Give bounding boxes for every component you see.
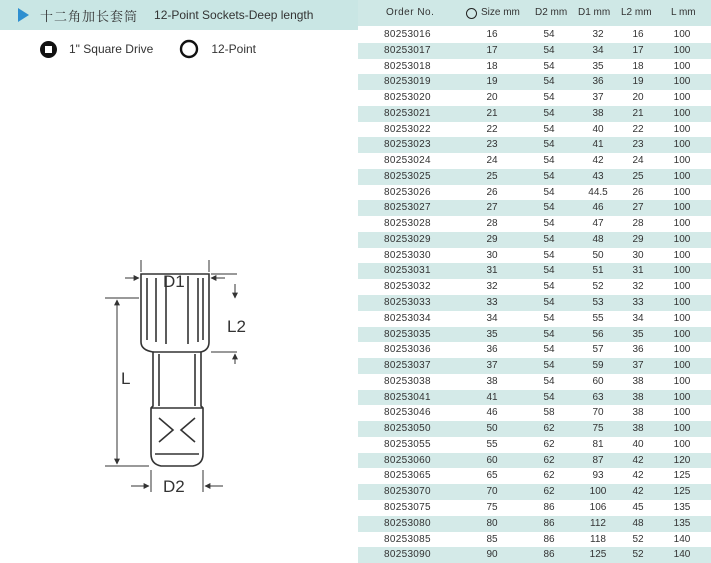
cell-size: 33 bbox=[486, 297, 498, 309]
cell-order: 80253032 bbox=[384, 281, 431, 293]
table-row bbox=[358, 390, 711, 406]
cell-order: 80253020 bbox=[384, 92, 431, 104]
size-circle-icon bbox=[466, 8, 477, 19]
cell-d2: 86 bbox=[543, 533, 555, 545]
table-row bbox=[358, 279, 711, 295]
cell-d1: 106 bbox=[589, 501, 607, 513]
table-row bbox=[358, 263, 711, 279]
cell-l2: 35 bbox=[632, 328, 644, 340]
cell-d2: 54 bbox=[543, 60, 555, 72]
cell-l2: 31 bbox=[632, 265, 644, 277]
cell-d2: 54 bbox=[543, 360, 555, 372]
cell-size: 90 bbox=[486, 549, 498, 561]
cell-order: 80253019 bbox=[384, 76, 431, 88]
cell-d1: 60 bbox=[592, 375, 604, 387]
cell-d1: 70 bbox=[592, 407, 604, 419]
header-l: L mm bbox=[671, 7, 696, 18]
cell-order: 80253041 bbox=[384, 391, 431, 403]
cell-order: 80253036 bbox=[384, 344, 431, 356]
cell-size: 35 bbox=[486, 328, 498, 340]
cell-order: 80253080 bbox=[384, 517, 431, 529]
cell-d2: 54 bbox=[543, 281, 555, 293]
table-row bbox=[358, 342, 711, 358]
cell-size: 28 bbox=[486, 218, 498, 230]
label-l: L bbox=[121, 369, 131, 388]
cell-size: 31 bbox=[486, 265, 498, 277]
cell-l: 100 bbox=[673, 328, 691, 340]
cell-l: 100 bbox=[673, 438, 691, 450]
cell-l: 100 bbox=[673, 375, 691, 387]
table-row bbox=[358, 516, 711, 532]
cell-d1: 34 bbox=[592, 44, 604, 56]
cell-d2: 86 bbox=[543, 549, 555, 561]
cell-order: 80253025 bbox=[384, 170, 431, 182]
cell-l2: 38 bbox=[632, 375, 644, 387]
table-row bbox=[358, 405, 711, 421]
cell-order: 80253034 bbox=[384, 312, 431, 324]
cell-d2: 54 bbox=[543, 155, 555, 167]
cell-l: 100 bbox=[673, 202, 691, 214]
twelve-point-label: 12-Point bbox=[211, 42, 257, 56]
cell-d2: 54 bbox=[543, 107, 555, 119]
cell-d2: 54 bbox=[543, 139, 555, 151]
cell-l: 100 bbox=[673, 360, 691, 372]
cell-d2: 54 bbox=[543, 312, 555, 324]
table-row bbox=[358, 185, 711, 201]
cell-size: 41 bbox=[486, 391, 498, 403]
cell-size: 38 bbox=[486, 375, 498, 387]
cell-d1: 93 bbox=[592, 470, 604, 482]
cell-l: 100 bbox=[673, 92, 691, 104]
cell-l2: 40 bbox=[632, 438, 644, 450]
cell-order: 80253070 bbox=[384, 486, 431, 498]
cell-d2: 62 bbox=[543, 470, 555, 482]
cell-l: 100 bbox=[673, 281, 691, 293]
cell-l2: 16 bbox=[632, 29, 644, 40]
cell-d2: 54 bbox=[543, 344, 555, 356]
cell-d2: 54 bbox=[543, 249, 555, 261]
cell-l2: 26 bbox=[632, 186, 644, 198]
cell-d1: 51 bbox=[592, 265, 604, 277]
cell-order: 80253024 bbox=[384, 155, 431, 167]
cell-d2: 54 bbox=[543, 186, 555, 198]
cell-l: 100 bbox=[673, 249, 691, 261]
cell-d1: 41 bbox=[592, 139, 604, 151]
table-row bbox=[358, 106, 711, 122]
cell-l: 100 bbox=[673, 76, 691, 88]
cell-l2: 22 bbox=[632, 123, 644, 135]
legend-12-point bbox=[179, 39, 256, 59]
cell-d1: 81 bbox=[592, 438, 604, 450]
cell-order: 80253037 bbox=[384, 360, 431, 372]
table-row bbox=[358, 248, 711, 264]
cell-d1: 44.5 bbox=[588, 186, 608, 198]
table-row bbox=[358, 374, 711, 390]
table-row bbox=[358, 216, 711, 232]
table-body bbox=[358, 27, 711, 563]
cell-d1: 52 bbox=[592, 281, 604, 293]
spec-panel bbox=[0, 0, 358, 558]
table-row bbox=[358, 169, 711, 185]
cell-d1: 55 bbox=[592, 312, 604, 324]
cell-order: 80253027 bbox=[384, 202, 431, 214]
header-size-label: Size mm bbox=[481, 7, 520, 18]
square-drive-icon bbox=[40, 41, 57, 58]
header-size bbox=[466, 0, 520, 26]
cell-d1: 118 bbox=[590, 533, 606, 545]
table-row bbox=[358, 468, 711, 484]
cell-d2: 62 bbox=[543, 438, 555, 450]
table-row bbox=[358, 532, 711, 548]
cell-size: 80 bbox=[486, 517, 498, 529]
cell-l2: 38 bbox=[632, 423, 644, 435]
cell-size: 32 bbox=[486, 281, 498, 293]
cell-d1: 87 bbox=[592, 454, 604, 466]
cell-l2: 38 bbox=[632, 391, 644, 403]
cell-order: 80253060 bbox=[384, 454, 431, 466]
cell-order: 80253017 bbox=[384, 44, 431, 56]
cell-size: 30 bbox=[486, 249, 498, 261]
cell-order: 80253021 bbox=[384, 107, 431, 119]
cell-l2: 33 bbox=[632, 297, 644, 309]
cell-size: 75 bbox=[486, 501, 498, 513]
cell-d1: 43 bbox=[592, 170, 604, 182]
cell-l2: 42 bbox=[632, 454, 644, 466]
cell-l2: 37 bbox=[632, 360, 644, 372]
cell-l: 100 bbox=[673, 265, 691, 277]
section-header bbox=[0, 0, 358, 30]
cell-l: 135 bbox=[673, 517, 691, 529]
table-row bbox=[358, 200, 711, 216]
cell-d2: 54 bbox=[543, 375, 555, 387]
label-d2: D2 bbox=[163, 477, 185, 496]
cell-d2: 58 bbox=[543, 407, 555, 419]
cell-d2: 54 bbox=[543, 123, 555, 135]
cell-l2: 32 bbox=[632, 281, 644, 293]
cell-d2: 54 bbox=[543, 29, 555, 40]
cell-d1: 112 bbox=[590, 517, 606, 529]
cell-order: 80253022 bbox=[384, 123, 431, 135]
cell-l: 100 bbox=[673, 186, 691, 198]
cell-l: 100 bbox=[673, 233, 691, 245]
cell-l: 125 bbox=[673, 486, 691, 498]
cell-l2: 20 bbox=[632, 92, 644, 104]
cell-order: 80253085 bbox=[384, 533, 431, 545]
cell-d1: 125 bbox=[589, 549, 607, 561]
cell-d1: 59 bbox=[592, 360, 604, 372]
table-row bbox=[358, 137, 711, 153]
cell-order: 80253075 bbox=[384, 501, 431, 513]
cell-l: 135 bbox=[673, 501, 691, 513]
cell-d1: 63 bbox=[592, 391, 604, 403]
cell-size: 29 bbox=[486, 233, 498, 245]
label-l2: L2 bbox=[227, 317, 246, 336]
table-row bbox=[358, 453, 711, 469]
cell-l: 125 bbox=[673, 470, 691, 482]
cell-l2: 42 bbox=[632, 470, 644, 482]
header-d2: D2 mm bbox=[535, 7, 568, 18]
cell-d1: 56 bbox=[592, 328, 604, 340]
table-row bbox=[358, 327, 711, 343]
cell-l: 100 bbox=[673, 155, 691, 167]
cell-l2: 36 bbox=[632, 344, 644, 356]
table-row bbox=[358, 421, 711, 437]
cell-d2: 54 bbox=[543, 218, 555, 230]
cell-order: 80253050 bbox=[384, 423, 431, 435]
cell-l2: 24 bbox=[632, 155, 644, 167]
cell-d2: 54 bbox=[543, 202, 555, 214]
cell-d1: 42 bbox=[592, 155, 604, 167]
cell-l: 100 bbox=[673, 107, 691, 119]
cell-size: 46 bbox=[486, 407, 498, 419]
cell-l: 100 bbox=[673, 297, 691, 309]
cell-l: 100 bbox=[673, 312, 691, 324]
socket-drawing bbox=[95, 258, 255, 498]
table-row bbox=[358, 74, 711, 90]
cell-d1: 50 bbox=[592, 249, 604, 261]
square-drive-label: 1" Square Drive bbox=[69, 42, 154, 56]
cell-size: 16 bbox=[486, 29, 498, 40]
cell-l: 100 bbox=[673, 391, 691, 403]
cell-d2: 86 bbox=[543, 517, 555, 529]
cell-d1: 32 bbox=[592, 29, 604, 40]
label-d1: D1 bbox=[163, 272, 185, 291]
cell-l: 100 bbox=[673, 123, 691, 135]
cell-size: 85 bbox=[486, 533, 498, 545]
cell-size: 65 bbox=[486, 470, 498, 482]
cell-size: 19 bbox=[486, 76, 498, 88]
cell-l: 100 bbox=[673, 29, 691, 40]
cell-order: 80253018 bbox=[384, 60, 431, 72]
cell-size: 20 bbox=[486, 92, 498, 104]
table-row bbox=[358, 484, 711, 500]
cell-l: 100 bbox=[673, 170, 691, 182]
cell-order: 80253065 bbox=[384, 470, 431, 482]
cell-l2: 48 bbox=[632, 517, 644, 529]
cell-d2: 62 bbox=[543, 454, 555, 466]
cell-d2: 62 bbox=[543, 486, 555, 498]
cell-l2: 18 bbox=[632, 60, 644, 72]
legend-square-drive bbox=[40, 41, 153, 58]
cell-order: 80253033 bbox=[384, 297, 431, 309]
cell-order: 80253016 bbox=[384, 29, 431, 40]
cell-d2: 86 bbox=[543, 501, 555, 513]
cell-d1: 57 bbox=[592, 344, 604, 356]
table-row bbox=[358, 122, 711, 138]
cell-order: 80253055 bbox=[384, 438, 431, 450]
table-row bbox=[358, 153, 711, 169]
table-row bbox=[358, 437, 711, 453]
cell-l2: 30 bbox=[632, 249, 644, 261]
cell-d1: 46 bbox=[592, 202, 604, 214]
table-row bbox=[358, 90, 711, 106]
cell-size: 50 bbox=[486, 423, 498, 435]
cell-l2: 45 bbox=[632, 501, 644, 513]
cell-order: 80253026 bbox=[384, 186, 431, 198]
cell-d1: 37 bbox=[592, 92, 604, 104]
cell-size: 18 bbox=[486, 60, 498, 72]
cell-order: 80253023 bbox=[384, 139, 431, 151]
cell-order: 80253028 bbox=[384, 218, 431, 230]
cell-d1: 48 bbox=[592, 233, 604, 245]
cell-l2: 38 bbox=[632, 407, 644, 419]
cell-size: 36 bbox=[486, 344, 498, 356]
cell-d1: 53 bbox=[592, 297, 604, 309]
cell-d2: 62 bbox=[543, 423, 555, 435]
table-row bbox=[358, 295, 711, 311]
cell-l2: 34 bbox=[632, 312, 644, 324]
cell-order: 80253029 bbox=[384, 233, 431, 245]
title-chinese: 十二角加长套筒 bbox=[40, 8, 139, 24]
cell-l2: 29 bbox=[632, 233, 644, 245]
cell-l2: 27 bbox=[632, 202, 644, 214]
cell-l2: 23 bbox=[632, 139, 644, 151]
cell-size: 21 bbox=[486, 107, 498, 119]
cell-order: 80253030 bbox=[384, 249, 431, 261]
table-row bbox=[358, 59, 711, 75]
socket-outline bbox=[141, 274, 209, 466]
twelve-point-icon bbox=[179, 39, 199, 59]
cell-l: 100 bbox=[673, 423, 691, 435]
play-arrow-icon bbox=[18, 8, 29, 22]
cell-size: 23 bbox=[486, 139, 498, 151]
cell-size: 25 bbox=[486, 170, 498, 182]
table-row bbox=[358, 43, 711, 59]
cell-d1: 100 bbox=[589, 486, 607, 498]
cell-order: 80253046 bbox=[384, 407, 431, 419]
cell-d1: 38 bbox=[592, 107, 604, 119]
cell-size: 60 bbox=[486, 454, 498, 466]
cell-size: 26 bbox=[486, 186, 498, 198]
cell-d2: 54 bbox=[543, 297, 555, 309]
cell-l2: 42 bbox=[632, 486, 644, 498]
cell-order: 80253090 bbox=[384, 549, 431, 561]
cell-size: 34 bbox=[486, 312, 498, 324]
cell-d1: 40 bbox=[592, 123, 604, 135]
cell-l: 100 bbox=[673, 344, 691, 356]
table-row bbox=[358, 500, 711, 516]
cell-l2: 17 bbox=[632, 44, 644, 56]
cell-order: 80253038 bbox=[384, 375, 431, 387]
header-order-no: Order No. bbox=[386, 7, 435, 18]
cell-size: 22 bbox=[486, 123, 498, 135]
table-row bbox=[358, 232, 711, 248]
cell-size: 55 bbox=[486, 438, 498, 450]
cell-d2: 54 bbox=[543, 44, 555, 56]
cell-d2: 54 bbox=[543, 76, 555, 88]
cell-d2: 54 bbox=[543, 92, 555, 104]
table-row bbox=[358, 547, 711, 563]
table-row bbox=[358, 311, 711, 327]
title-english: 12-Point Sockets-Deep length bbox=[154, 8, 314, 22]
cell-l: 100 bbox=[673, 60, 691, 72]
cell-l2: 25 bbox=[632, 170, 644, 182]
cell-d1: 35 bbox=[592, 60, 604, 72]
cell-d2: 54 bbox=[543, 265, 555, 277]
cell-l2: 21 bbox=[632, 107, 644, 119]
cell-size: 17 bbox=[486, 44, 498, 56]
cell-l: 140 bbox=[673, 549, 691, 561]
cell-d1: 47 bbox=[592, 218, 604, 230]
spec-table bbox=[358, 0, 711, 561]
table-row bbox=[358, 358, 711, 374]
cell-d2: 54 bbox=[543, 233, 555, 245]
cell-l: 120 bbox=[673, 454, 691, 466]
cell-d2: 54 bbox=[543, 328, 555, 340]
cell-d1: 75 bbox=[592, 423, 604, 435]
cell-l2: 28 bbox=[632, 218, 644, 230]
header-l2: L2 mm bbox=[621, 7, 652, 18]
cell-d2: 54 bbox=[543, 391, 555, 403]
cell-size: 37 bbox=[486, 360, 498, 372]
cell-l: 100 bbox=[673, 218, 691, 230]
cell-size: 27 bbox=[486, 202, 498, 214]
cell-size: 24 bbox=[486, 155, 498, 167]
table-header bbox=[358, 0, 711, 26]
header-d1: D1 mm bbox=[578, 7, 611, 18]
cell-d1: 36 bbox=[592, 76, 604, 88]
cell-l: 100 bbox=[673, 44, 691, 56]
cell-d2: 54 bbox=[543, 170, 555, 182]
legend bbox=[40, 38, 282, 60]
cell-order: 80253031 bbox=[384, 265, 431, 277]
cell-l2: 52 bbox=[632, 549, 644, 561]
cell-l2: 52 bbox=[632, 533, 644, 545]
cell-l: 100 bbox=[673, 407, 691, 419]
cell-l: 100 bbox=[673, 139, 691, 151]
table-row bbox=[358, 27, 711, 43]
cell-l2: 19 bbox=[632, 76, 644, 88]
cell-order: 80253035 bbox=[384, 328, 431, 340]
cell-size: 70 bbox=[486, 486, 498, 498]
cell-l: 140 bbox=[673, 533, 691, 545]
